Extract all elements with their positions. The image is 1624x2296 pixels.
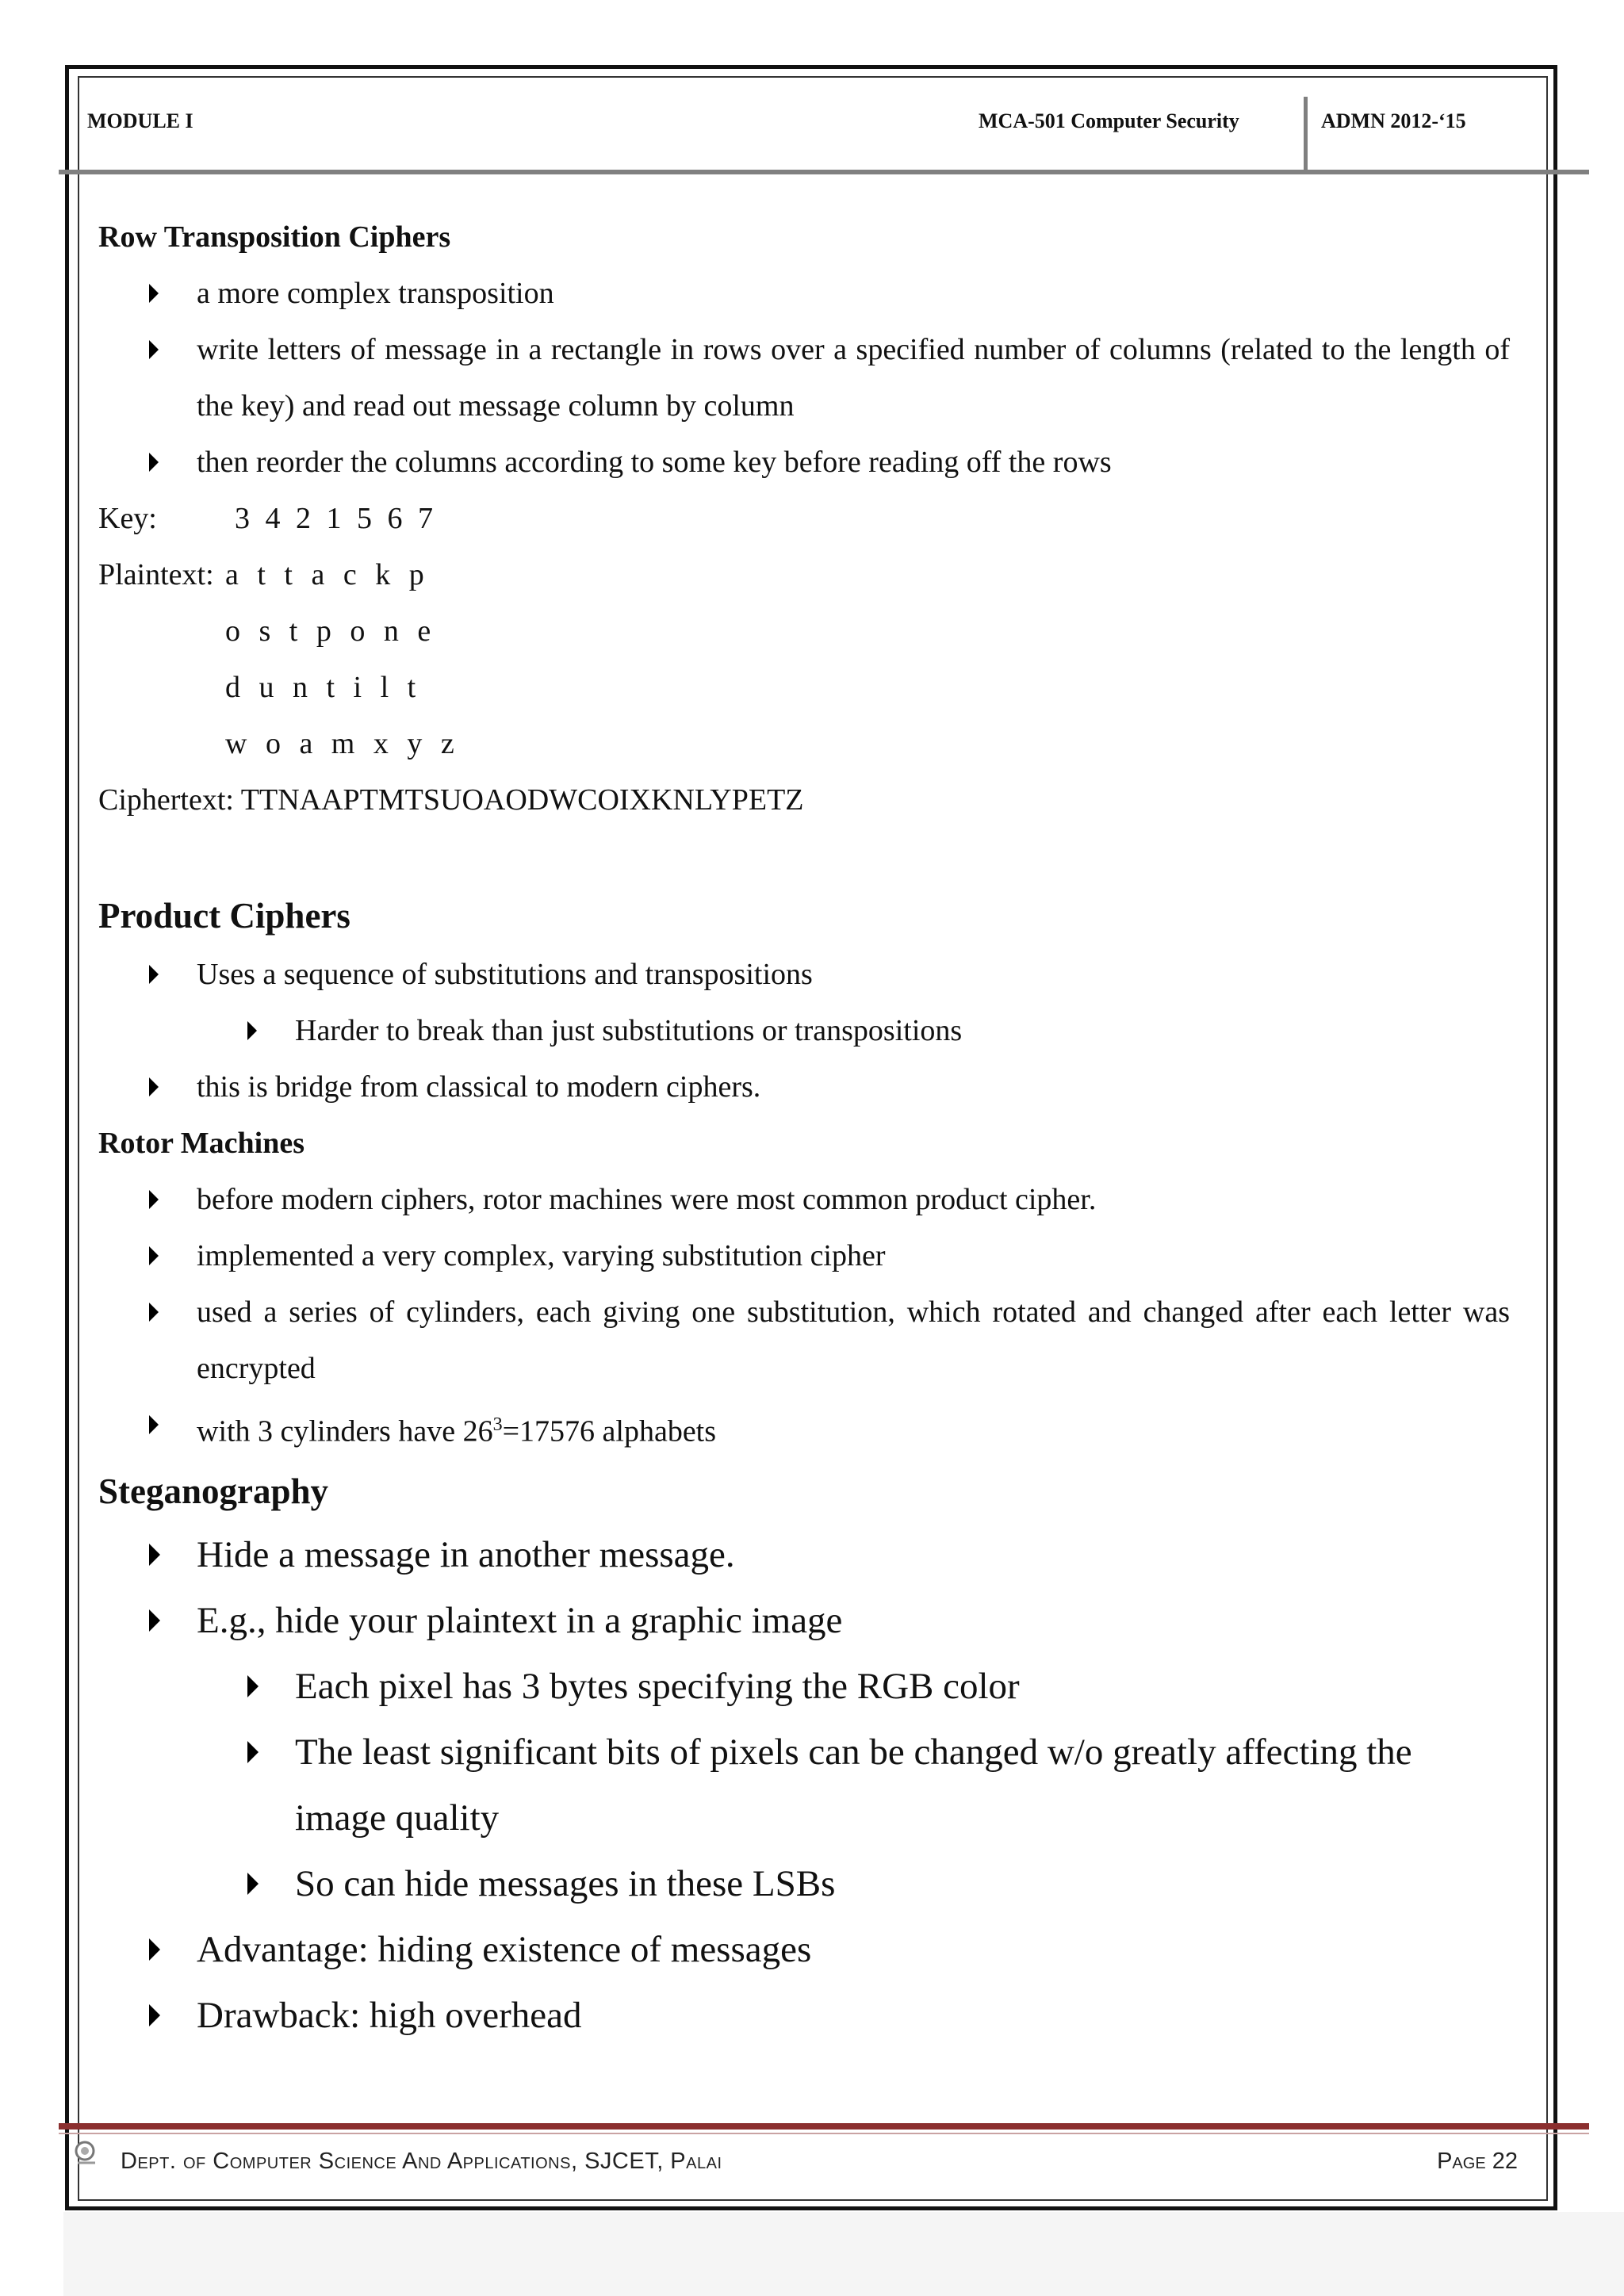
bullet-arrow-icon	[247, 1873, 259, 1895]
header-course: MCA-501 Computer Security	[979, 109, 1239, 132]
scan-background-band	[63, 2212, 1624, 2296]
key-row	[98, 491, 1510, 547]
bullet-arrow-icon	[149, 1246, 159, 1265]
plaintext-line: d u n t i l t	[225, 671, 422, 704]
list-item: The least significant bits of pixels can be changed w/o greatly affecting the image quality	[98, 1720, 1510, 1851]
plaintext-row	[98, 660, 1510, 716]
list-item: Each pixel has 3 bytes specifying the RGB color	[98, 1654, 1510, 1720]
bullet-arrow-icon	[247, 1021, 257, 1040]
bullet-arrow-icon	[149, 965, 159, 984]
footer-page-number: Page 22	[1437, 2149, 1518, 2174]
plaintext-row	[98, 603, 1510, 660]
header-divider	[1304, 97, 1308, 170]
footer-rule	[59, 2123, 1589, 2130]
plaintext-line: a t t a c k p	[225, 558, 430, 591]
footer-rule-thin	[59, 2133, 1589, 2134]
rotor-machines-heading: Rotor Machines	[98, 1127, 304, 1160]
bullet-arrow-icon	[149, 1544, 160, 1566]
bullet-arrow-icon	[149, 1938, 160, 1961]
key-value: 3 4 2 1 5 6 7	[235, 502, 437, 535]
key-label: Key:	[98, 502, 157, 535]
list-item: this is bridge from classical to modern ciphers.	[98, 1059, 1510, 1115]
plaintext-row	[98, 716, 1510, 772]
ciphertext-value: TTNAAPTMTSUOAODWCOIXKNLYPETZ	[240, 783, 804, 817]
plaintext-row	[98, 547, 1510, 603]
bullet-arrow-icon	[149, 1303, 159, 1322]
bullet-arrow-icon	[149, 1609, 160, 1632]
bullet-arrow-icon	[149, 453, 159, 472]
bullet-arrow-icon	[247, 1741, 259, 1763]
list-item: Harder to break than just substitutions or transpositions	[98, 1003, 1510, 1059]
list-item: then reorder the columns according to some key before reading off the rows	[98, 434, 1510, 491]
list-item: before modern ciphers, rotor machines were most common product cipher.	[98, 1172, 1510, 1228]
list-item: E.g., hide your plaintext in a graphic image	[98, 1588, 1510, 1654]
list-item: Hide a message in another message.	[98, 1522, 1510, 1588]
row-transposition-heading: Row Transposition Ciphers	[98, 220, 451, 254]
college-logo-icon	[73, 2139, 100, 2166]
list-item: used a series of cylinders, each giving one substitution, which rotated and changed after each letter was encrypted	[98, 1284, 1510, 1397]
list-item: So can hide messages in these LSBs	[98, 1851, 1510, 1917]
product-ciphers-heading: Product Ciphers	[98, 896, 350, 936]
list-item: with 3 cylinders have $26^3=17576$ alphabets	[98, 1397, 1510, 1460]
list-item: Uses a sequence of substitutions and transpositions	[98, 947, 1510, 1003]
header-rule	[59, 170, 1589, 174]
bullet-arrow-icon	[149, 340, 159, 359]
bullet-arrow-icon	[247, 1675, 259, 1697]
list-item: Drawback: high overhead	[98, 1983, 1510, 2049]
list-item: a more complex transposition	[98, 266, 1510, 322]
ciphertext-row	[98, 772, 1510, 828]
bullet-arrow-icon	[149, 1190, 159, 1209]
bullet-arrow-icon	[149, 284, 159, 303]
ciphertext-label: Ciphertext:	[98, 783, 234, 817]
bullet-arrow-icon	[149, 1077, 159, 1096]
bullet-arrow-icon	[149, 2004, 160, 2026]
plaintext-label: Plaintext:	[98, 558, 214, 591]
header-batch: ADMN 2012-‘15	[1321, 109, 1466, 132]
list-item: implemented a very complex, varying substitution cipher	[98, 1228, 1510, 1284]
steganography-heading: Steganography	[98, 1471, 329, 1511]
list-item: Advantage: hiding existence of messages	[98, 1917, 1510, 1983]
list-item: write letters of message in a rectangle in rows over a specified number of columns (related to the length of the key) and read out message column by column	[98, 322, 1510, 434]
bullet-arrow-icon	[149, 1415, 159, 1434]
page-content	[98, 209, 1510, 2049]
header-module: MODULE I	[87, 109, 193, 132]
plaintext-line: w o a m x y z	[225, 727, 460, 760]
footer-department: Dept. of Computer Science And Applications, SJCET, Palai	[121, 2149, 722, 2174]
plaintext-line: o s t p o n e	[225, 614, 437, 648]
